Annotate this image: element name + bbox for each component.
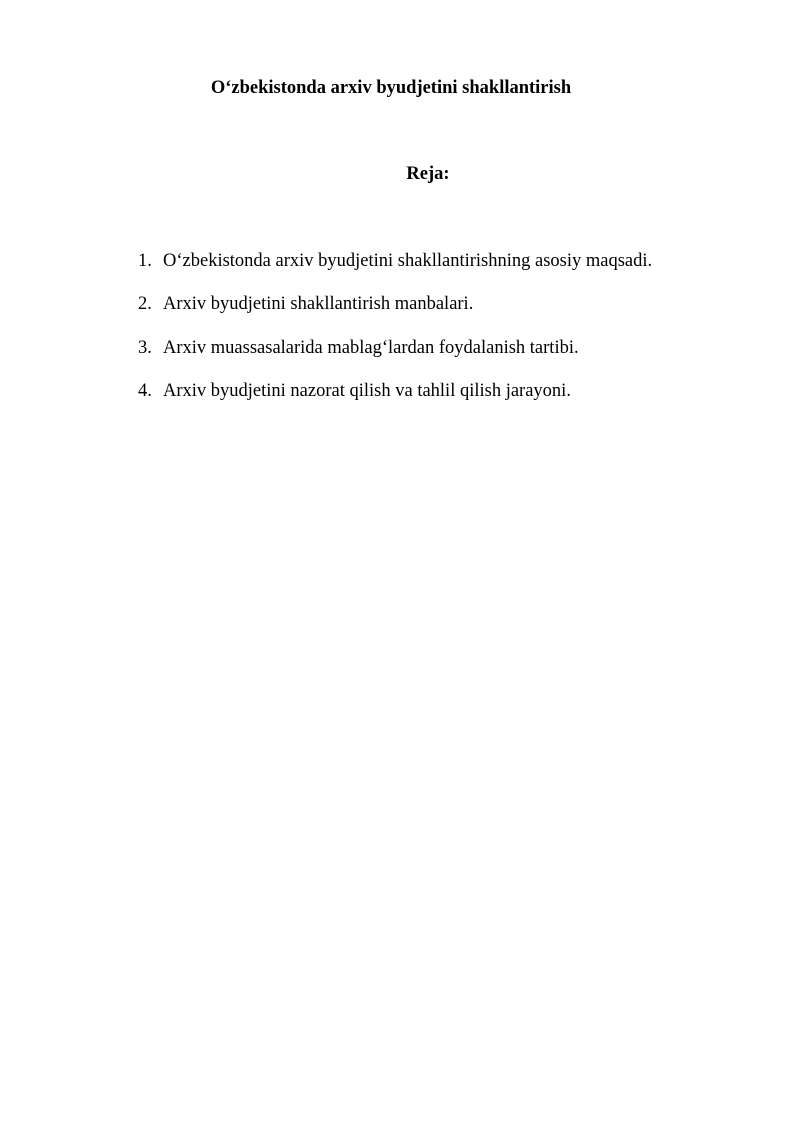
plan-item-text: O‘zbekistonda arxiv byudjetini shakllantirishning asosiy maqsadi. — [163, 251, 653, 271]
plan-item-text: Arxiv muassasalarida mablag‘lardan foydalanish tartibi. — [163, 337, 579, 358]
plan-item-number: 1. — [138, 251, 152, 271]
plan-item-text: Arxiv byudjetini nazorat qilish va tahlil qilish jarayoni. — [163, 380, 571, 401]
plan-item — [138, 337, 778, 359]
document-title: O‘zbekistonda arxiv byudjetini shakllantirish — [210, 78, 572, 98]
plan-heading: Reja: — [406, 164, 450, 184]
plan-item-number: 3. — [138, 337, 152, 358]
plan-item-number: 2. — [138, 294, 152, 315]
plan-list — [138, 250, 778, 423]
plan-item — [138, 293, 778, 315]
plan-item — [138, 250, 778, 272]
plan-item — [138, 380, 778, 402]
plan-item-number: 4. — [138, 380, 152, 401]
plan-item-text: Arxiv byudjetini shakllantirish manbalari. — [163, 294, 474, 315]
